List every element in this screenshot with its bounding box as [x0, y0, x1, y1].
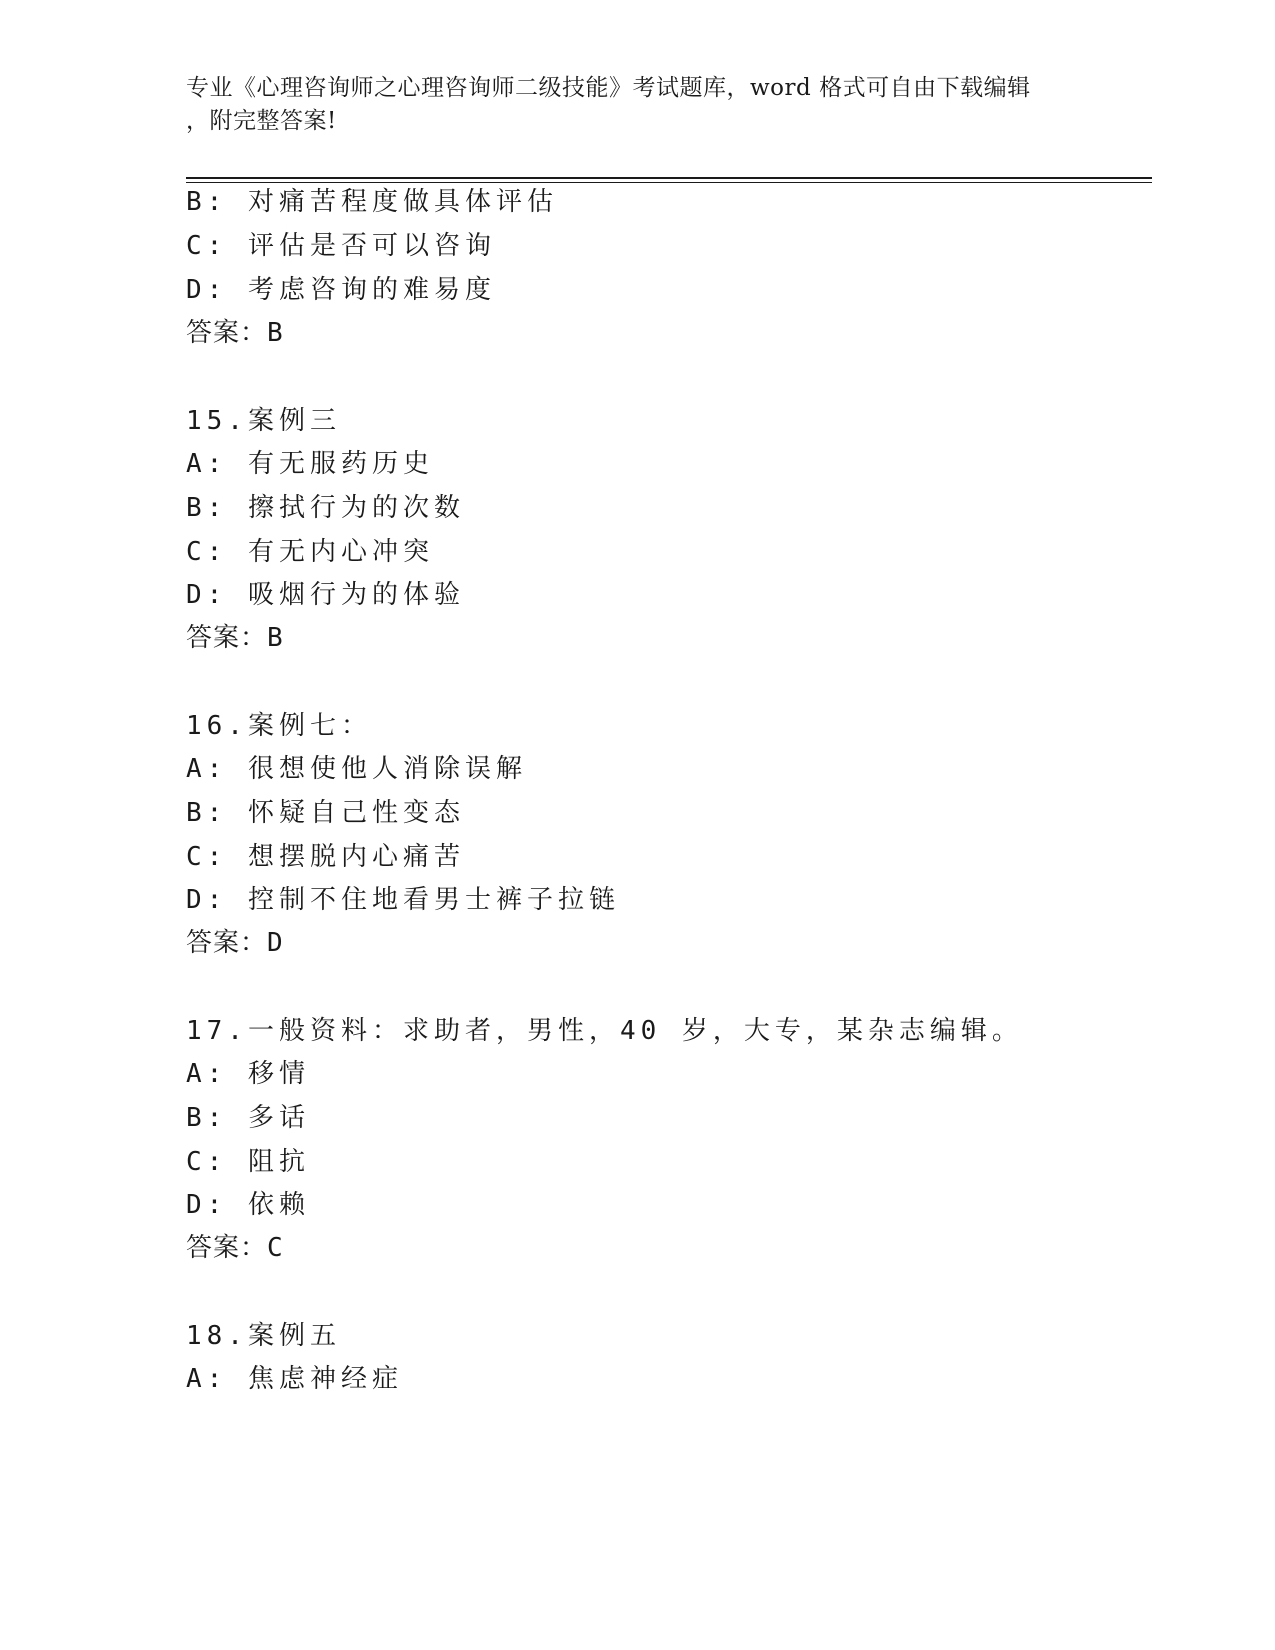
header-divider-thin	[186, 182, 1152, 183]
answer-line	[186, 316, 284, 350]
header-line-1: 专业《心理咨询师之心理咨询师二级技能》考试题库，word 格式可自由下载编辑	[186, 75, 1031, 101]
document-header	[186, 72, 1086, 138]
option-d: D: 吸烟行为的体验	[186, 580, 465, 610]
option-c: C: 想摆脱内心痛苦	[186, 842, 465, 872]
question-title: 15.案例三	[186, 406, 341, 436]
option-a: A: 有无服药历史	[186, 449, 434, 479]
question-title: 16.案例七：	[186, 711, 372, 741]
question-title: 17.一般资料：求助者，男性，40 岁，大专，某杂志编辑。	[186, 1016, 1023, 1046]
answer-label: 答案：	[186, 318, 268, 348]
answer-label: 答案：	[186, 1233, 268, 1263]
option-d: D: 依赖	[186, 1190, 310, 1220]
option-a: A: 很想使他人消除误解	[186, 754, 527, 784]
option-c: C: 有无内心冲突	[186, 537, 434, 567]
option-b: B: 多话	[186, 1103, 310, 1133]
header-divider-thick	[186, 177, 1152, 179]
answer-label: 答案：	[186, 623, 268, 653]
header-line-2: ，附完整答案!	[186, 108, 337, 134]
option-d: D: 控制不住地看男士裤子拉链	[186, 885, 620, 915]
answer-line	[186, 1231, 284, 1265]
answer-label: 答案：	[186, 928, 268, 958]
answer-value: B	[267, 623, 284, 653]
option-a: A: 焦虑神经症	[186, 1364, 403, 1394]
answer-value: B	[267, 318, 284, 348]
option-b: B: 对痛苦程度做具体评估	[186, 187, 558, 217]
answer-value: C	[267, 1233, 284, 1263]
option-b: B: 擦拭行为的次数	[186, 493, 465, 523]
answer-line	[186, 926, 284, 960]
answer-value: D	[267, 928, 284, 958]
answer-line	[186, 621, 284, 655]
option-d: D: 考虑咨询的难易度	[186, 275, 496, 305]
option-c: C: 评估是否可以咨询	[186, 231, 496, 261]
question-title: 18.案例五	[186, 1321, 341, 1351]
option-c: C: 阻抗	[186, 1147, 310, 1177]
option-a: A: 移情	[186, 1059, 310, 1089]
option-b: B: 怀疑自己性变态	[186, 798, 465, 828]
